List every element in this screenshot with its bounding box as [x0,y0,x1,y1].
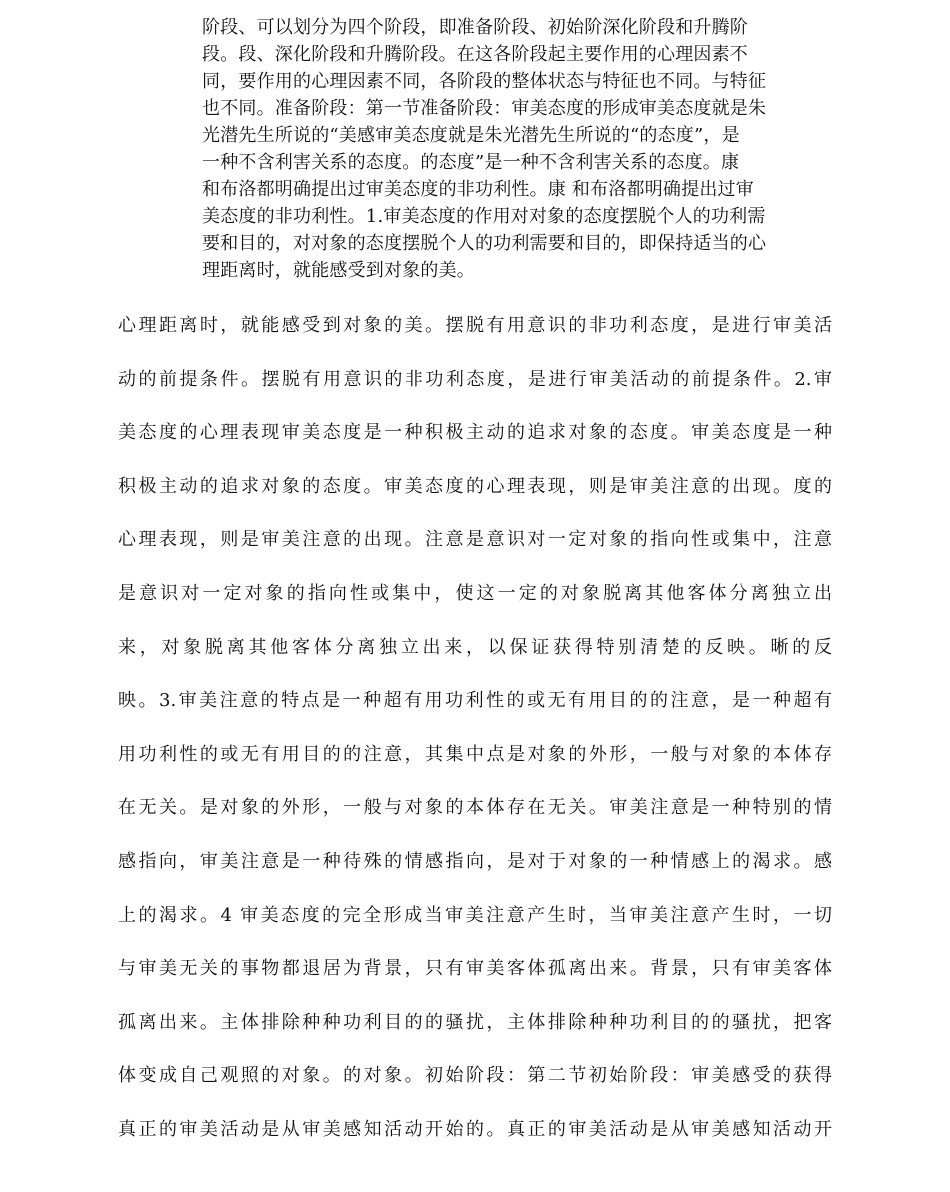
text-line: 真正的审美活动是从审美感知活动开始的。真正的审美活动是从审美感知活动开 [118,1118,832,1140]
text-line: 上的渴求。4 审美态度的完全形成当审美注意产生时，当审美注意产生时，一切 [118,904,832,926]
main-body-paragraph [118,312,832,1170]
text-line: 是意识对一定对象的指向性或集中，使这一定的对象脱离其他客体分离独立出 [118,582,832,604]
text-line: 用功利性的或无有用目的的注意，其集中点是对象的外形，一般与对象的本体存 [118,743,832,765]
indented-paragraph [202,14,832,284]
text-line: 段。段、深化阶段和升腾阶段。在这各阶段起主要作用的心理因素不 [202,44,748,65]
text-line: 心理表现，则是审美注意的出现。注意是意识对一定对象的指向性或集中，注意 [118,529,832,551]
text-line: 心理距离时，就能感受到对象的美。摆脱有用意识的非功利态度，是进行审美活 [118,315,832,336]
text-line: 美态度的非功利性。1.审美态度的作用对对象的态度摆脱个人的功利需 [202,206,766,227]
text-line: 同，要作用的心理因素不同，各阶段的整体状态与特征也不同。与特征 [202,71,767,92]
text-line: 要和目的，对对象的态度摆脱个人的功利需要和目的，即保持适当的心 [202,233,767,254]
text-line: 动的前提条件。摆脱有用意识的非功利态度，是进行审美活动的前提条件。2.审 [118,368,832,390]
text-line: 一种不含利害关系的态度。的态度”是一种不含利害关系的态度。康 [202,152,740,173]
text-line: 光潜先生所说的“美感审美态度就是朱光潜先生所说的“的态度”，是 [202,125,740,146]
text-line: 在无关。是对象的外形，一般与对象的本体存在无关。审美注意是一种特别的情 [118,797,832,819]
text-line: 积极主动的追求对象的态度。审美态度的心理表现，则是审美注意的出现。度的 [118,475,832,497]
text-line: 来，对象脱离其他客体分离独立出来，以保证获得特别清楚的反映。晰的反 [118,636,832,658]
text-line: 美态度的心理表现审美态度是一种积极主动的追求对象的态度。审美态度是一种 [118,422,832,444]
text-line: 映。3.审美注意的特点是一种超有用功利性的或无有用目的的注意，是一种超有 [118,690,832,712]
text-line: 也不同。准备阶段：第一节准备阶段：审美态度的形成审美态度就是朱 [202,98,767,119]
text-line: 孤离出来。主体排除种种功利目的的骚扰，主体排除种种功利目的的骚扰，把客 [118,1011,832,1033]
text-line: 理距离时，就能感受到对象的美。 [202,260,475,281]
text-line: 阶段、可以划分为四个阶段，即准备阶段、初始阶深化阶段和升腾阶 [202,17,748,38]
text-line: 与审美无关的事物都退居为背景，只有审美客体孤离出来。背景，只有审美客体 [118,958,832,980]
text-line: 和布洛都明确提出过审美态度的非功利性。康 和布洛都明确提出过审 [202,179,754,200]
text-line: 体变成自己观照的对象。的对象。初始阶段：第二节初始阶段：审美感受的获得 [118,1065,832,1087]
text-line: 感指向，审美注意是一种待殊的情感指向，是对于对象的一种情感上的渴求。感 [118,850,832,872]
